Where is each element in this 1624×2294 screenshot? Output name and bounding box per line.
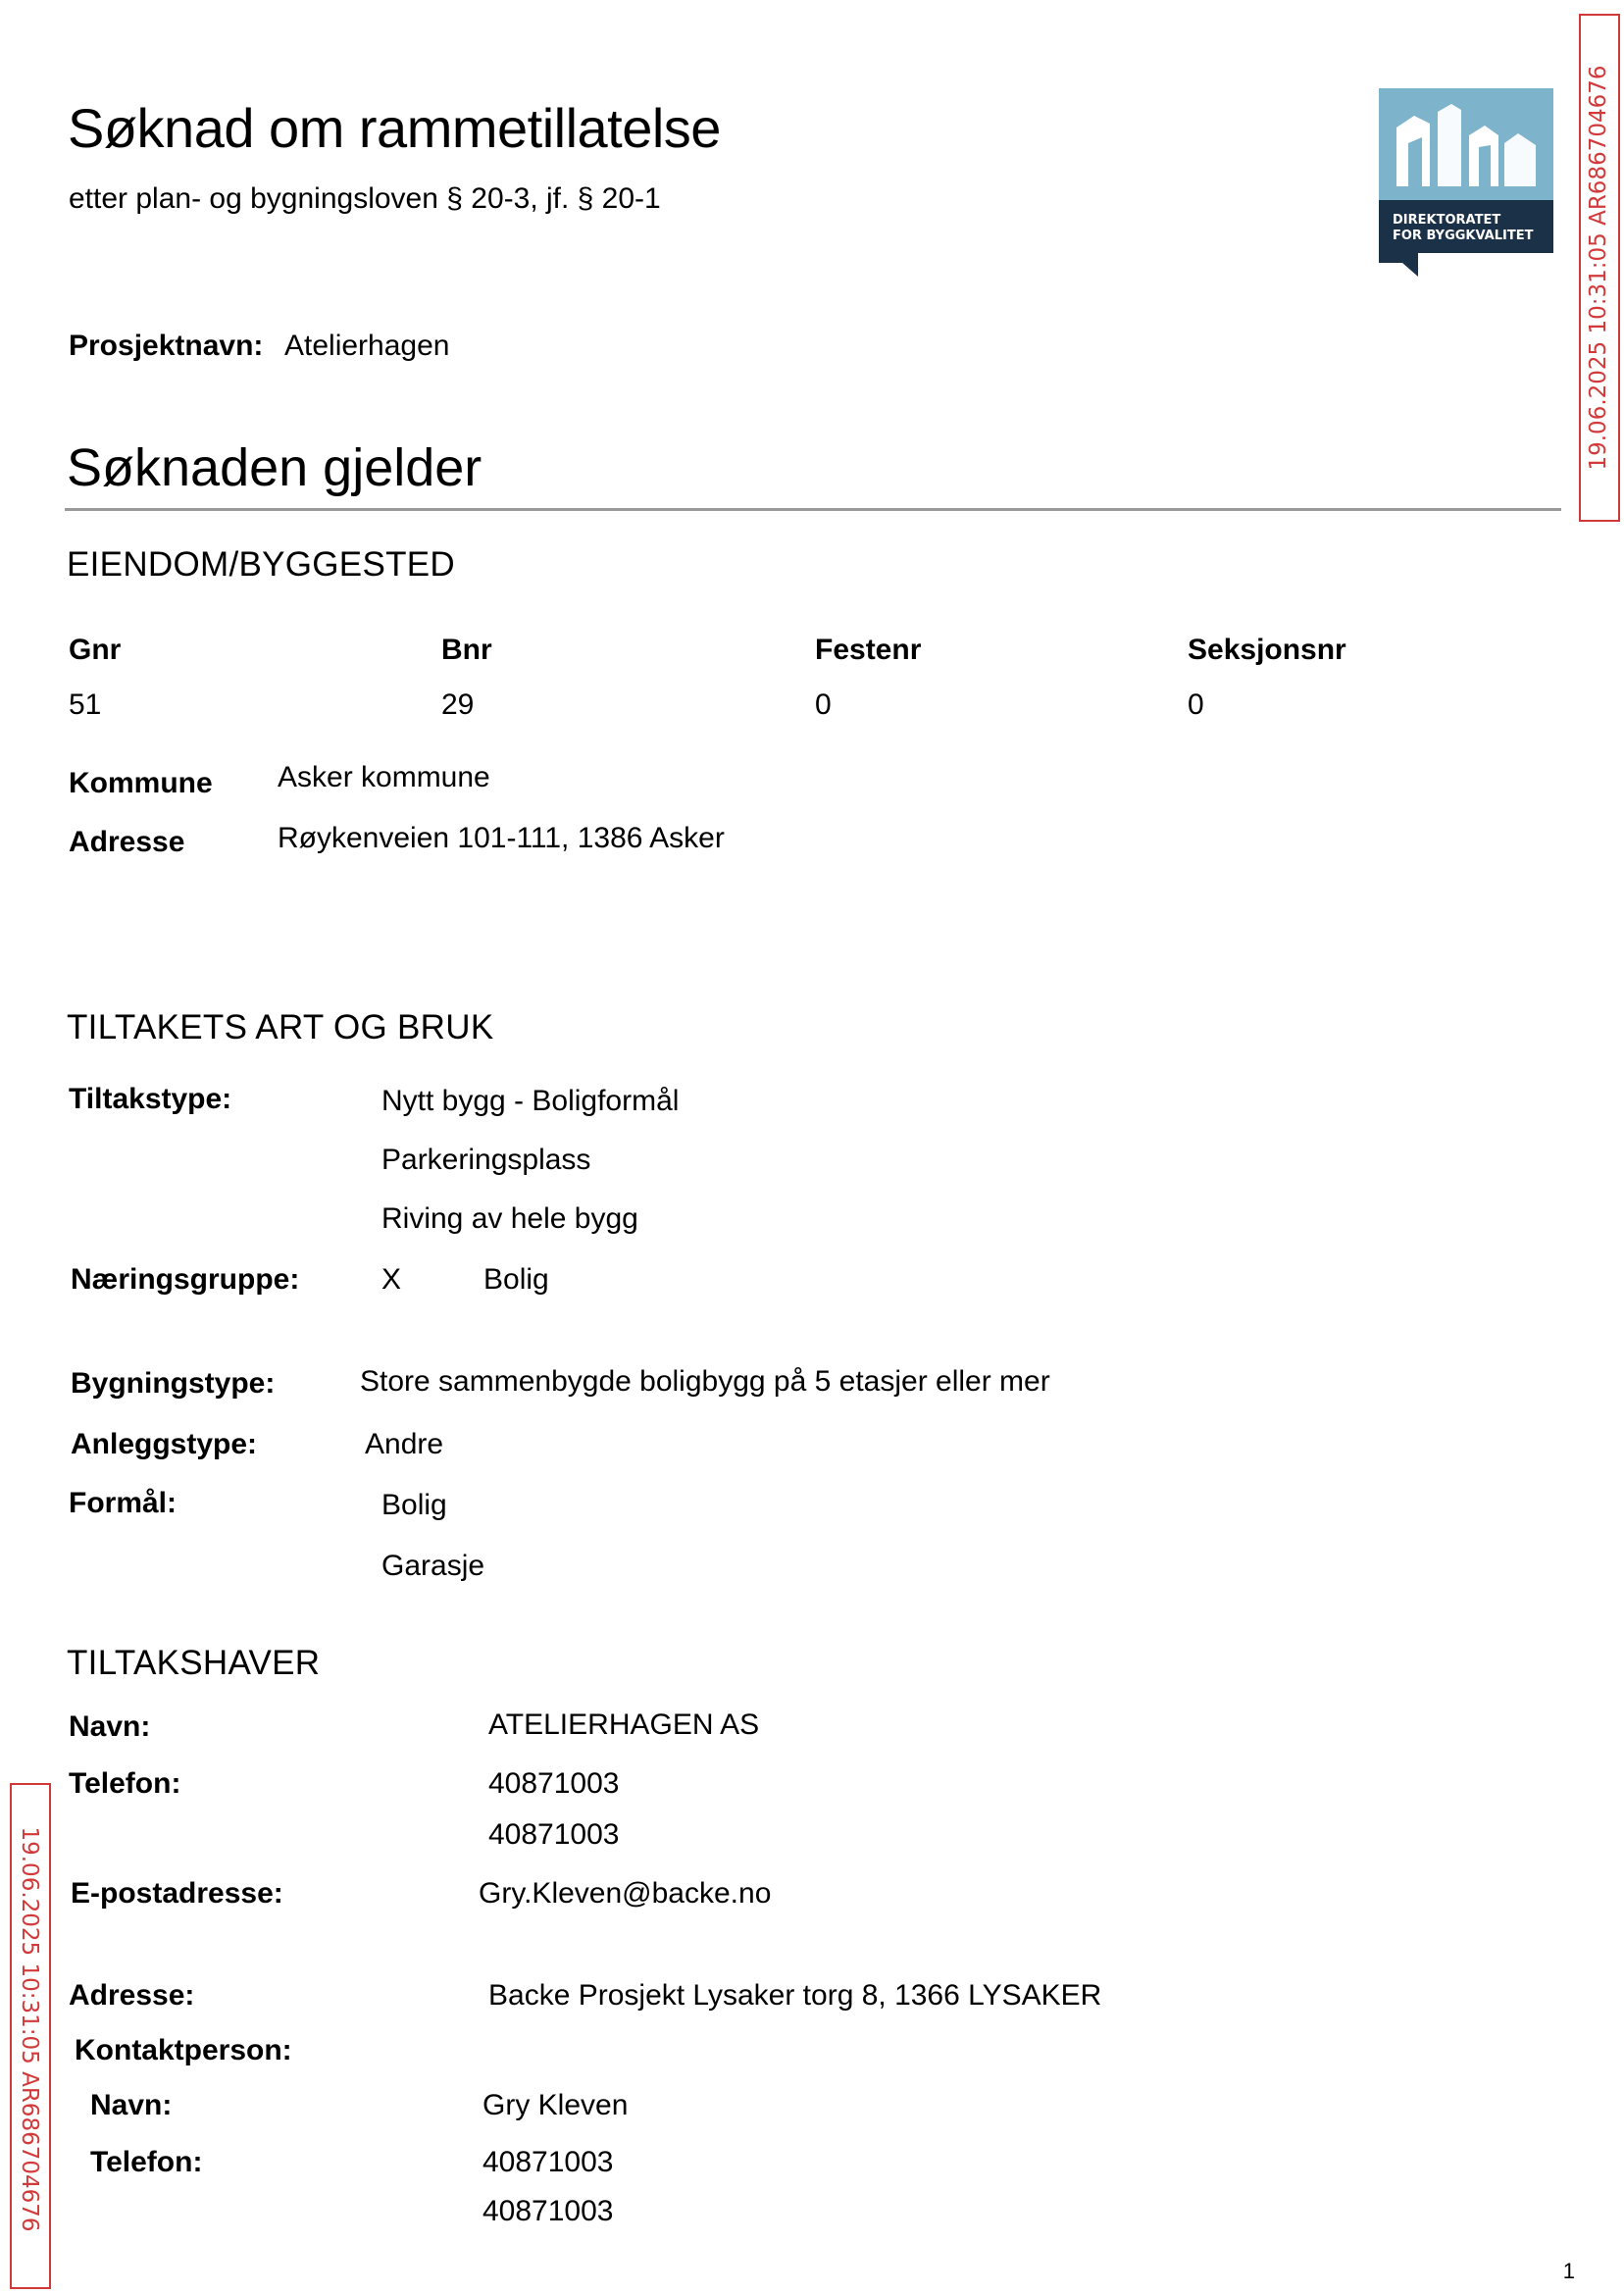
logo-text-line1: DIREKTORATET	[1393, 213, 1501, 228]
dibk-logo-graphic	[1379, 88, 1553, 277]
timestamp-stamp-top	[1579, 14, 1620, 522]
bygningstype-label: Bygningstype:	[71, 1367, 276, 1400]
kontakt-navn-value: Gry Kleven	[482, 2089, 629, 2121]
property-heading: EIENDOM/BYGGESTED	[67, 545, 455, 584]
naeringsgruppe-value: Bolig	[483, 1263, 549, 1296]
tiltakshaver-telefon-value-2: 40871003	[488, 1818, 620, 1851]
adresse-value: Røykenveien 101-111, 1386 Asker	[278, 822, 725, 854]
formal-label: Formål:	[69, 1487, 178, 1519]
tiltakshaver-heading: TILTAKSHAVER	[67, 1644, 321, 1682]
tiltakshaver-telefon-label: Telefon:	[69, 1767, 181, 1800]
heading-divider	[65, 508, 1561, 511]
kontakt-telefon-label: Telefon:	[90, 2146, 203, 2178]
tiltakshaver-adresse-value: Backe Prosjekt Lysaker torg 8, 1366 LYSAKER	[488, 1979, 1102, 2012]
gnr-label: Gnr	[69, 634, 122, 666]
timestamp-stamp-bottom	[10, 1783, 51, 2289]
project-value: Atelierhagen	[284, 330, 450, 362]
tiltakshaver-adresse-label: Adresse:	[69, 1979, 195, 2012]
formal-value-2: Garasje	[381, 1550, 485, 1582]
anleggstype-value: Andre	[365, 1428, 444, 1460]
tiltak-heading: TILTAKETS ART OG BRUK	[67, 1008, 494, 1046]
kontaktperson-label: Kontaktperson:	[75, 2034, 292, 2066]
naeringsgruppe-code: X	[381, 1263, 402, 1296]
kommune-value: Asker kommune	[278, 761, 490, 793]
gnr-value: 51	[69, 688, 102, 721]
page-number: 1	[1562, 2259, 1575, 2283]
epost-label: E-postadresse:	[71, 1877, 283, 1910]
logo-text-line2: FOR BYGGKVALITET	[1393, 229, 1534, 243]
adresse-label: Adresse	[69, 826, 185, 858]
kontakt-telefon-value-2: 40871003	[482, 2195, 614, 2227]
bygningstype-value: Store sammenbygde boligbygg på 5 etasjer eller mer	[360, 1365, 1050, 1398]
project-label: Prosjektnavn:	[69, 330, 264, 362]
naeringsgruppe-label: Næringsgruppe:	[71, 1263, 300, 1296]
stamp-text-top: 19.06.2025 10:31:05 AR686704676	[1586, 65, 1611, 471]
kommune-label: Kommune	[69, 767, 213, 799]
tiltakstype-value-1: Nytt bygg - Boligformål	[381, 1085, 680, 1117]
epost-value: Gry.Kleven@backe.no	[479, 1877, 772, 1910]
tiltakshaver-navn-label: Navn:	[69, 1710, 151, 1743]
tiltakstype-value-2: Parkeringsplass	[381, 1144, 591, 1176]
kontakt-navn-label: Navn:	[90, 2089, 173, 2121]
stamp-text-bottom: 19.06.2025 10:31:05 AR686704676	[17, 1826, 42, 2232]
bnr-label: Bnr	[441, 634, 492, 666]
anleggstype-label: Anleggstype:	[71, 1428, 258, 1460]
tiltakstype-label: Tiltakstype:	[69, 1083, 232, 1115]
seksjonsnr-label: Seksjonsnr	[1188, 634, 1346, 666]
festenr-label: Festenr	[815, 634, 922, 666]
dibk-logo	[1379, 88, 1553, 277]
festenr-value: 0	[815, 688, 832, 721]
tiltakshaver-navn-value: ATELIERHAGEN AS	[488, 1708, 760, 1741]
main-heading: Søknaden gjelder	[67, 438, 482, 497]
formal-value-1: Bolig	[381, 1489, 447, 1521]
seksjonsnr-value: 0	[1188, 688, 1204, 721]
tiltakshaver-telefon-value-1: 40871003	[488, 1767, 620, 1800]
page-title: Søknad om rammetillatelse	[68, 97, 721, 159]
page-subtitle: etter plan- og bygningsloven § 20-3, jf. § 20-1	[69, 182, 661, 215]
kontakt-telefon-value-1: 40871003	[482, 2146, 614, 2178]
tiltakstype-value-3: Riving av hele bygg	[381, 1202, 638, 1235]
bnr-value: 29	[441, 688, 475, 721]
